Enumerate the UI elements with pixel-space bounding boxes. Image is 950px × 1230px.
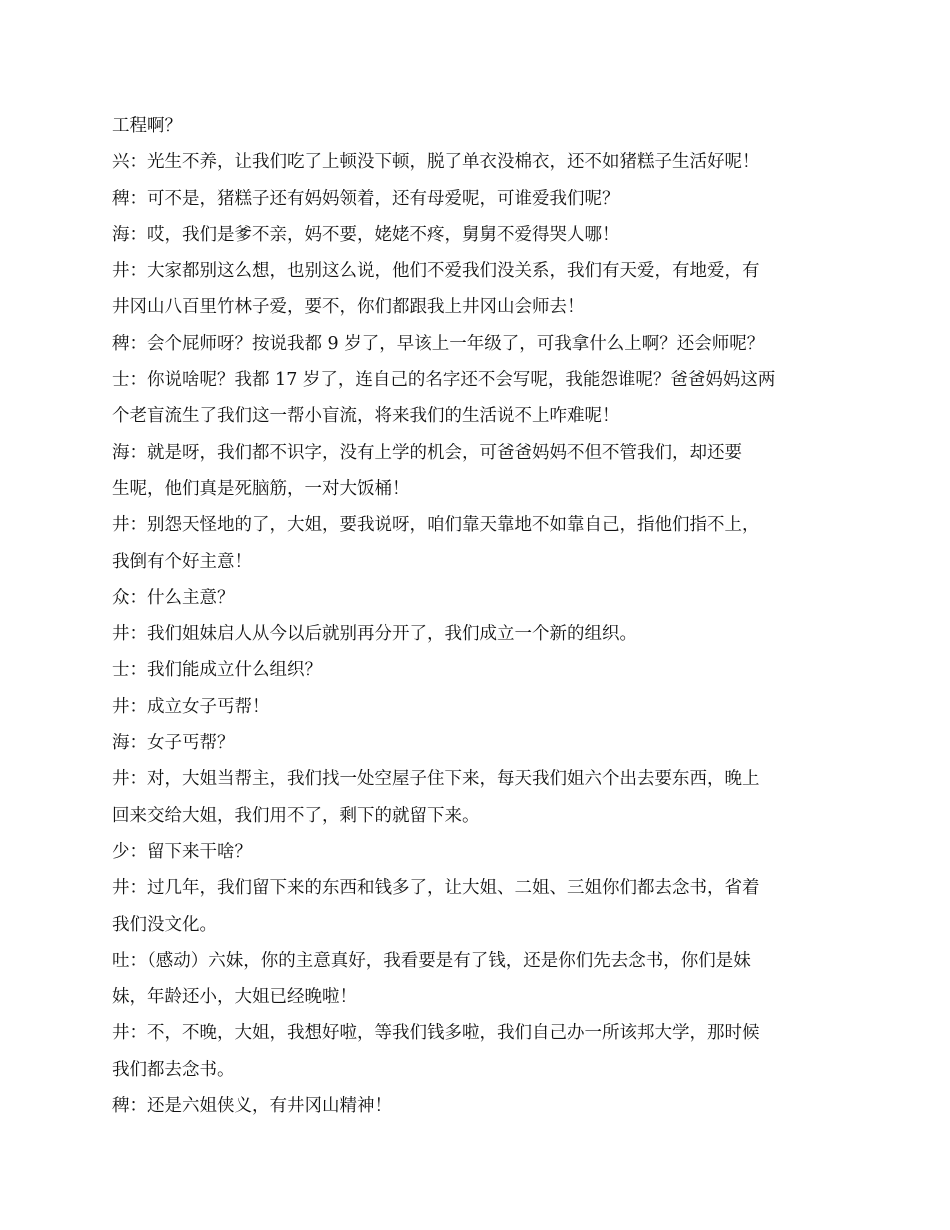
text-line: 井：对，大姐当帮主，我们找一处空屋子住下来，每天我们姐六个出去要东西，晚上 [112,769,760,790]
text-line: 我们都去念书。 [112,1059,235,1080]
text-line: 我们没文化。 [112,914,217,935]
text-line: 井冈山八百里竹林子爱，要不，你们都跟我上井冈山会师去！ [112,297,585,318]
text-line: 我倒有个好主意！ [112,551,252,572]
text-line: 个老盲流生了我们这一帮小盲流，将来我们的生活说不上咋难呢！ [112,406,620,427]
text-line: 稗：会个屁师呀？按说我都 9 岁了，早该上一年级了，可我拿什么上啊？还会师呢？ [112,333,765,354]
text-line: 妹，年龄还小，大姐已经晚啦！ [112,987,357,1008]
text-line: 井：过几年，我们留下来的东西和钱多了，让大姐、二姐、三姐你们都去念书，省着 [112,878,760,899]
text-line: 少：留下来干啥？ [112,841,252,862]
text-line: 井：大家都别这么想，也别这么说，他们不爱我们没关系，我们有天爱，有地爱，有 [112,261,760,282]
text-line: 工程啊？ [112,116,182,136]
text-line: 稗：还是六姐侠义，有井冈山精神！ [112,1096,392,1117]
text-line: 海：哎，我们是爹不亲，妈不要，姥姥不疼，舅舅不爱得哭人哪！ [112,224,620,245]
text-line: 井：别怨天怪地的了，大姐，要我说呀，咱们靠天靠地不如靠自己，指他们指不上， [112,515,760,536]
text-line: 海：就是呀，我们都不识字，没有上学的机会，可爸爸妈妈不但不管我们，却还要 [112,442,742,463]
text-line: 井：成立女子丐帮！ [112,696,270,717]
text-line: 回来交给大姐，我们用不了，剩下的就留下来。 [112,805,480,826]
text-line: 众：什么主意？ [112,587,235,608]
text-line: 井：我们姐妹启人从今以后就别再分开了，我们成立一个新的组织。 [112,624,637,645]
text-line: 士：我们能成立什么组织？ [112,660,322,681]
text-line: 兴：光生不养，让我们吃了上顿没下顿，脱了单衣没棉衣，还不如猪糕子生活好呢！ [112,152,760,173]
script-text-body [112,108,812,1124]
text-line: 井：不，不晚，大姐，我想好啦，等我们钱多啦，我们自己办一所该邦大学，那时候 [112,1023,760,1044]
text-line: 海：女子丐帮？ [112,733,235,754]
text-line: 稗：可不是，猪糕子还有妈妈领着，还有母爱呢，可谁爱我们呢？ [112,188,620,209]
text-line: 吐：（感动）六妹，你的主意真好，我看要是有了钱，还是你们先去念书，你们是妹 [112,950,751,971]
text-line: 生呢，他们真是死脑筋，一对大饭桶！ [112,478,410,499]
text-line: 士：你说啥呢？我都 17 岁了，连自己的名字还不会写呢，我能怨谁呢？爸爸妈妈这两 [112,370,776,391]
